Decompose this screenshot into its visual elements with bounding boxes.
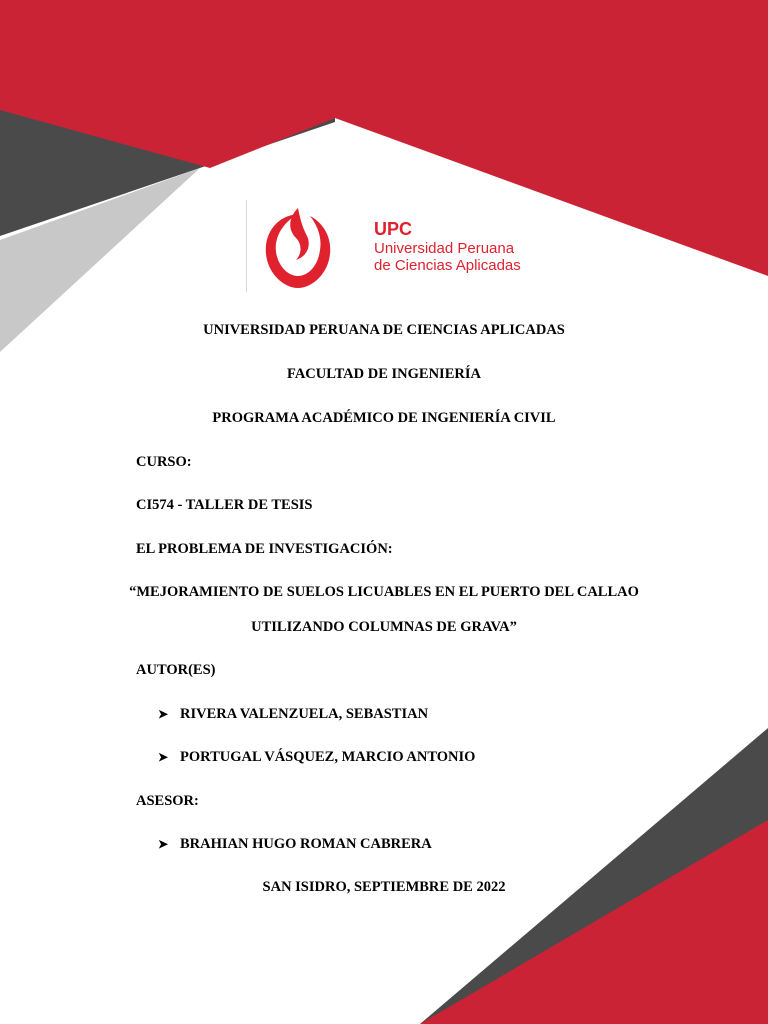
problem-label: EL PROBLEMA DE INVESTIGACIÓN: <box>136 541 393 557</box>
logo-name-line1: Universidad Peruana <box>374 240 515 257</box>
arrow-bullet-icon: ➤ <box>158 837 169 851</box>
course-label: CURSO: <box>136 454 192 470</box>
advisor-item <box>158 835 432 853</box>
author-name: RIVERA VALENZUELA, SEBASTIAN <box>180 706 429 722</box>
faculty-heading: FACULTAD DE INGENIERÍA <box>287 366 481 382</box>
advisor-label: ASESOR: <box>136 793 199 809</box>
problem-title-line1: “MEJORAMIENTO DE SUELOS LICUABLES EN EL PUERTO DEL CALLAO <box>129 584 639 600</box>
program-heading: PROGRAMA ACADÉMICO DE INGENIERÍA CIVIL <box>212 410 556 426</box>
logo-abbreviation: UPC <box>374 219 413 239</box>
author-item <box>158 748 475 766</box>
arrow-bullet-icon: ➤ <box>158 707 169 721</box>
place-date: SAN ISIDRO, SEPTIEMBRE DE 2022 <box>262 879 506 895</box>
arrow-bullet-icon: ➤ <box>158 750 169 764</box>
advisor-name: BRAHIAN HUGO ROMAN CABRERA <box>180 836 432 852</box>
logo-name-line2: de Ciencias Aplicadas <box>374 257 521 274</box>
authors-label: AUTOR(ES) <box>136 662 216 678</box>
university-heading: UNIVERSIDAD PERUANA DE CIENCIAS APLICADAS <box>203 322 565 338</box>
author-item <box>158 705 428 723</box>
course-value: CI574 - TALLER DE TESIS <box>136 497 313 513</box>
author-name: PORTUGAL VÁSQUEZ, MARCIO ANTONIO <box>180 749 476 765</box>
problem-title-line2: UTILIZANDO COLUMNAS DE GRAVA” <box>251 619 517 635</box>
